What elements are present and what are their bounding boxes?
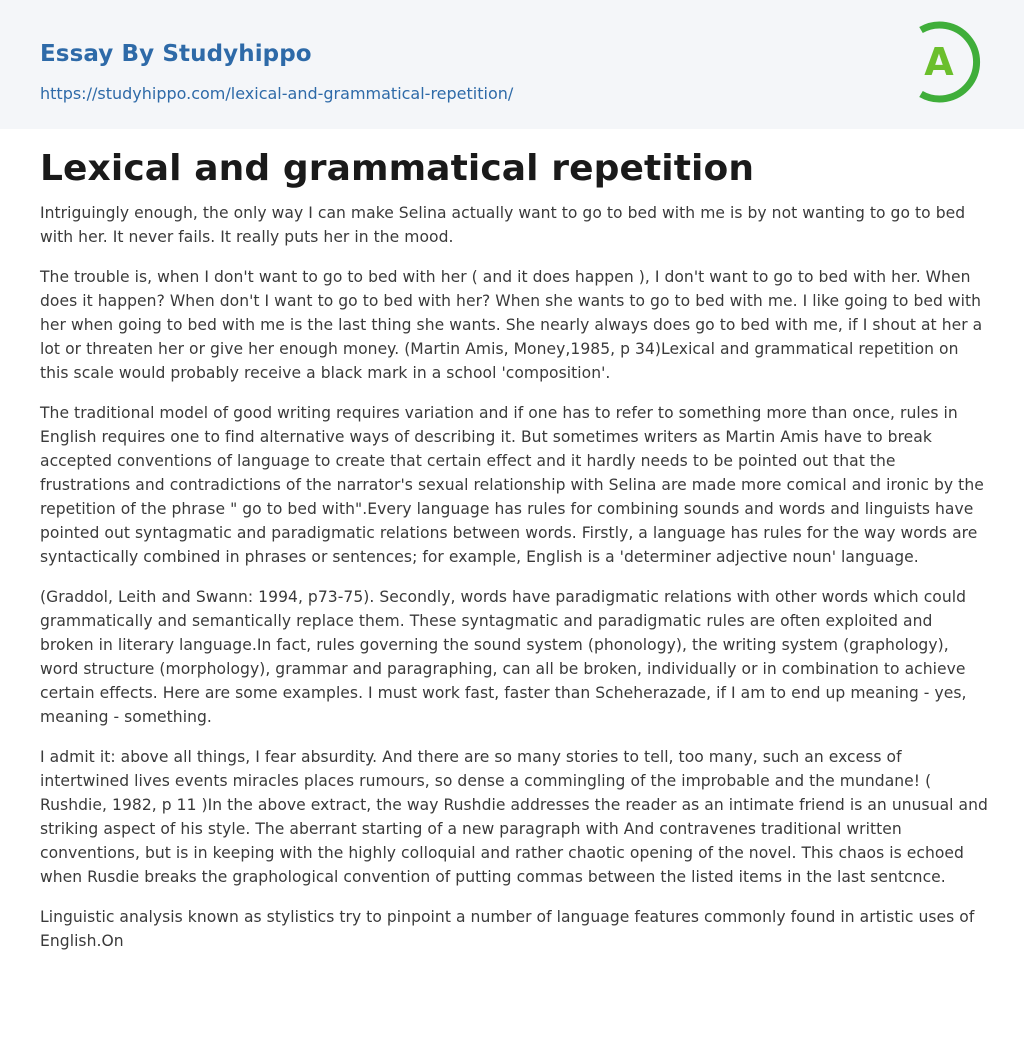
brand-title[interactable]: Essay By Studyhippo	[40, 41, 312, 67]
logo-letter: A	[924, 40, 954, 84]
article-paragraph: Linguistic analysis known as stylistics try to pinpoint a number of language features commonly found in artistic uses of English.On	[40, 908, 975, 950]
article-title: Lexical and grammatical repetition	[40, 148, 755, 189]
article	[40, 140, 988, 969]
article-paragraph: The trouble is, when I don't want to go to bed with her ( and it does happen ), I don't want to go to bed with her. When does it happen? When don't I want to go to bed with her? When she wants to go to bed with me. I like going to bed with her when going to bed with me is the last thing she wants. She nearly always does go to bed with me, if I shout at her a lot or threaten her or give her enough money. (Martin Amis, Money,1985, p 34)Lexical and grammatical repetition on this scale would probably receive a black mark in a school 'composition'.	[40, 268, 983, 382]
article-paragraph: Intriguingly enough, the only way I can make Selina actually want to go to bed with me is by not wanting to go to bed with her. It never fails. It really puts her in the mood.	[40, 204, 966, 246]
article-paragraph: The traditional model of good writing requires variation and if one has to refer to something more than once, rules in English requires one to find alternative ways of describing it. But sometimes writers as Martin Amis have to break accepted conventions of language to create that certain effect and it hardly needs to be pointed out that the frustrations and contradictions of the narrator's sexual relationship with Selina are made more comical and ironic by the repetition of the phrase " go to bed with".Every language has rules for combining sounds and words and linguists have pointed out syntagmatic and paradigmatic relations between words. Firstly, a language has rules for the way words are syntactically combined in phrases or sentences; for example, English is a 'determiner adjective noun' language.	[40, 404, 984, 566]
logo-icon	[905, 17, 989, 107]
studyhippo-logo[interactable]	[905, 17, 989, 107]
site-header	[0, 0, 1024, 129]
article-paragraph: I admit it: above all things, I fear absurdity. And there are so many stories to tell, too many, such an excess of intertwined lives events miracles places rumours, so dense a commingling of the improbable and the mundane! ( Rushdie, 1982, p 11 )In the above extract, the way Rushdie addresses the reader as an intimate friend is an unusual and striking aspect of his style. The aberrant starting of a new paragraph with And contravenes traditional written conventions, but is in keeping with the highly colloquial and rather chaotic opening of the novel. This chaos is echoed when Rusdie breaks the graphological convention of putting commas between the listed items in the last sentcnce.	[40, 748, 988, 886]
page-url-link[interactable]: https://studyhippo.com/lexical-and-grammatical-repetition/	[40, 84, 514, 103]
article-paragraph: (Graddol, Leith and Swann: 1994, p73-75). Secondly, words have paradigmatic relations with other words which could grammatically and semantically replace them. These syntagmatic and paradigmatic rules are often exploited and broken in literary language.In fact, rules governing the sound system (phonology), the writing system (graphology), word structure (morphology), grammar and paragraphing, can all be broken, individually or in combination to achieve certain effects. Here are some examples. I must work fast, faster than Scheherazade, if I am to end up meaning - yes, meaning - something.	[40, 588, 967, 726]
